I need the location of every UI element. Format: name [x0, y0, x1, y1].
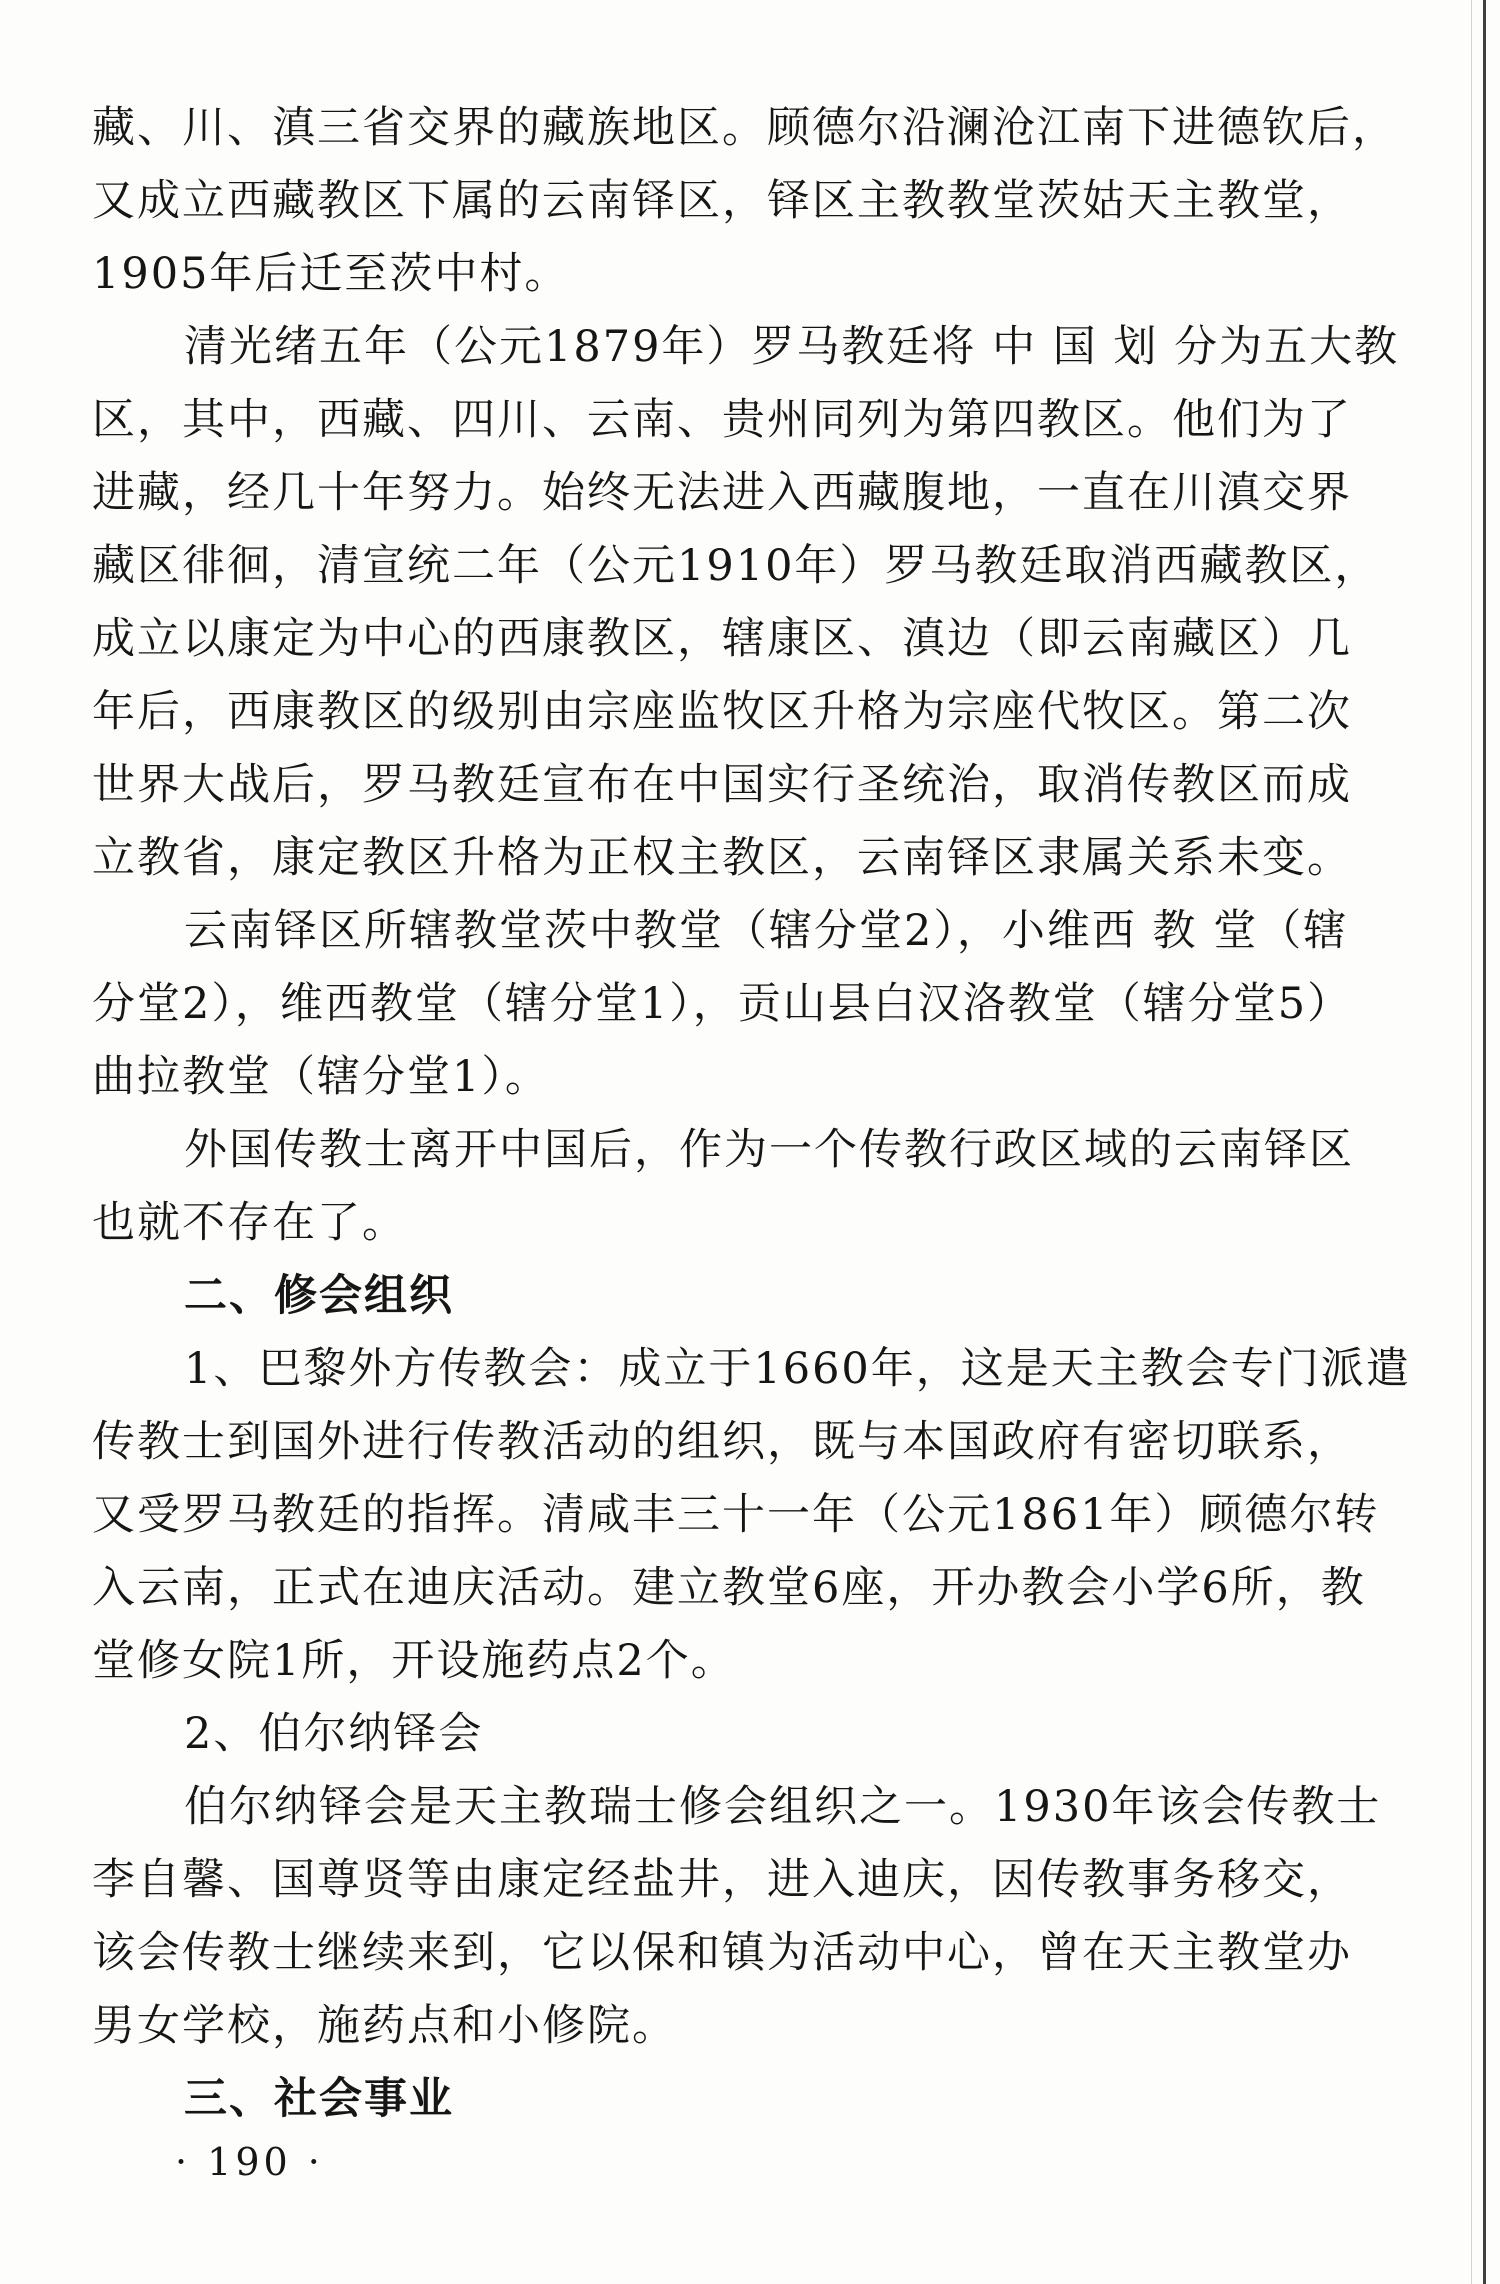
text-line: 进藏，经几十年努力。始终无法进入西藏腹地，一直在川滇交界	[92, 468, 1352, 518]
text-line: 1、巴黎外方传教会：成立于1660年，这是天主教会专门派遣	[184, 1344, 1411, 1394]
text-line: 又成立西藏教区下属的云南铎区，铎区主教教堂茨姑天主教堂，	[92, 176, 1352, 226]
text-line: 清光绪五年（公元1879年）罗马教廷将 中 国 划 分为五大教	[184, 322, 1400, 372]
paragraph-3	[92, 895, 1432, 1114]
text-line: 曲拉教堂（辖分堂1）。	[92, 1052, 550, 1102]
text-line: 成立以康定为中心的西康教区，辖康区、滇边（即云南藏区）几	[92, 614, 1352, 664]
text-line: 又受罗马教廷的指挥。清咸丰三十一年（公元1861年）顾德尔转	[92, 1490, 1380, 1540]
section-2-subheading	[92, 1698, 1432, 1771]
page-body	[92, 92, 1432, 2136]
section-2-paragraph-1	[92, 1333, 1432, 1698]
text-line: 李自馨、国尊贤等由康定经盐井，进入迪庆，因传教事务移交，	[92, 1855, 1352, 1905]
text-line: 堂修女院1所，开设施药点2个。	[92, 1636, 736, 1686]
paragraph-2	[92, 311, 1432, 895]
text-line: 该会传教士继续来到，它以保和镇为活动中心，曾在天主教堂办	[92, 1928, 1352, 1978]
paragraph-4	[92, 1114, 1432, 1260]
text-line: 世界大战后，罗马教廷宣布在中国实行圣统治，取消传教区而成	[92, 760, 1352, 810]
text-line: 区，其中，西藏、四川、云南、贵州同列为第四教区。他们为了	[92, 395, 1352, 445]
text-line: 1905年后迁至茨中村。	[92, 249, 570, 299]
scan-edge-line	[1483, 0, 1486, 2284]
text-line: 也就不存在了。	[92, 1198, 407, 1248]
text-line: 云南铎区所辖教堂茨中教堂（辖分堂2），小维西 教 堂（辖	[184, 906, 1349, 956]
section-2-paragraph-2	[92, 1771, 1432, 2063]
text-line: 藏区徘徊，清宣统二年（公元1910年）罗马教廷取消西藏教区，	[92, 541, 1380, 591]
page-number: · 190 ·	[175, 2140, 324, 2184]
text-line: 传教士到国外进行传教活动的组织，既与本国政府有密切联系，	[92, 1417, 1352, 1467]
scan-edge-shadow	[1471, 0, 1472, 2284]
text-line: 立教省，康定教区升格为正权主教区，云南铎区隶属关系未变。	[92, 833, 1352, 883]
section-heading-2: 二、修会组织	[184, 1271, 454, 1321]
paragraph-1	[92, 92, 1432, 311]
section-heading-3: 三、社会事业	[184, 2074, 454, 2124]
text-line: 外国传教士离开中国后，作为一个传教行政区域的云南铎区	[184, 1125, 1354, 1175]
text-line: 藏、川、滇三省交界的藏族地区。顾德尔沿澜沧江南下进德钦后，	[92, 103, 1397, 153]
text-line: 2、伯尔纳铎会	[184, 1709, 484, 1759]
text-line: 男女学校，施药点和小修院。	[92, 2001, 677, 2051]
text-line: 入云南，正式在迪庆活动。建立教堂6座，开办教会小学6所，教	[92, 1563, 1366, 1613]
text-line: 分堂2），维西教堂（辖分堂1），贡山县白汉洛教堂（辖分堂5）	[92, 979, 1353, 1029]
text-line: 年后，西康教区的级别由宗座监牧区升格为宗座代牧区。第二次	[92, 687, 1352, 737]
text-line: 伯尔纳铎会是天主教瑞士修会组织之一。1930年该会传教士	[184, 1782, 1382, 1832]
